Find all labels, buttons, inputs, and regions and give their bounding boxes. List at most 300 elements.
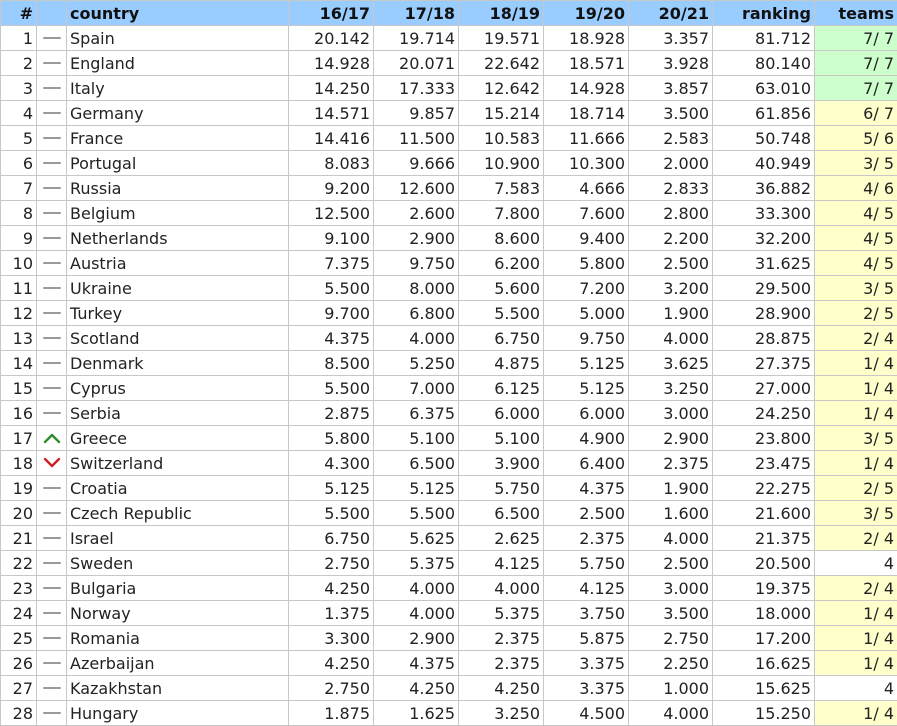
rank-cell: 24 [1, 601, 37, 626]
season-17-18-cell: 4.000 [374, 601, 459, 626]
country-cell: Belgium [67, 201, 289, 226]
teams-cell: 4 [815, 551, 897, 576]
country-cell: Italy [67, 76, 289, 101]
table-row[interactable] [1, 526, 897, 551]
season-16-17-cell: 5.125 [289, 476, 374, 501]
season-19-20-cell: 4.500 [544, 701, 629, 726]
table-row[interactable] [1, 276, 897, 301]
ranking-cell: 20.500 [713, 551, 815, 576]
season-20-21-cell: 3.625 [629, 351, 713, 376]
trend-cell [37, 601, 67, 626]
trend-cell [37, 101, 67, 126]
trend-unchanged-icon [37, 232, 66, 244]
season-19-20-cell: 6.400 [544, 451, 629, 476]
season-18-19-cell: 15.214 [459, 101, 544, 126]
ranking-cell: 81.712 [713, 26, 815, 51]
season-19-20-cell: 11.666 [544, 126, 629, 151]
table-row[interactable] [1, 201, 897, 226]
ranking-cell: 50.748 [713, 126, 815, 151]
ranking-cell: 19.375 [713, 576, 815, 601]
season-17-18-cell: 20.071 [374, 51, 459, 76]
country-cell: Israel [67, 526, 289, 551]
season-17-18-cell: 7.000 [374, 376, 459, 401]
season-17-18-cell: 2.900 [374, 226, 459, 251]
season-17-18-cell: 8.000 [374, 276, 459, 301]
season-20-21-cell: 4.000 [629, 701, 713, 726]
season-17-18-cell: 2.600 [374, 201, 459, 226]
season-16-17-cell: 9.200 [289, 176, 374, 201]
ranking-cell: 40.949 [713, 151, 815, 176]
table-row[interactable] [1, 176, 897, 201]
trend-unchanged-icon [37, 682, 66, 694]
trend-unchanged-icon [37, 32, 66, 44]
table-row[interactable] [1, 426, 897, 451]
rank-cell: 8 [1, 201, 37, 226]
teams-cell: 3/ 5 [815, 501, 897, 526]
season-18-19-cell: 4.000 [459, 576, 544, 601]
trend-cell [37, 326, 67, 351]
ranking-cell: 21.600 [713, 501, 815, 526]
season-20-21-cell: 2.750 [629, 626, 713, 651]
rank-cell: 9 [1, 226, 37, 251]
season-18-19-cell: 3.250 [459, 701, 544, 726]
season-20-21-cell: 4.000 [629, 326, 713, 351]
trend-cell [37, 576, 67, 601]
table-row[interactable] [1, 376, 897, 401]
season-19-20-cell: 3.375 [544, 651, 629, 676]
teams-cell: 7/ 7 [815, 51, 897, 76]
teams-cell: 1/ 4 [815, 351, 897, 376]
table-row[interactable] [1, 101, 897, 126]
teams-cell: 7/ 7 [815, 26, 897, 51]
season-20-21-cell: 3.250 [629, 376, 713, 401]
season-18-19-cell: 7.583 [459, 176, 544, 201]
country-cell: Ukraine [67, 276, 289, 301]
season-17-18-cell: 9.750 [374, 251, 459, 276]
country-cell: England [67, 51, 289, 76]
season-17-18-cell: 4.250 [374, 676, 459, 701]
country-cell: Denmark [67, 351, 289, 376]
header-season-20-21[interactable]: 20/21 [629, 1, 713, 26]
table-row[interactable] [1, 226, 897, 251]
trend-unchanged-icon [37, 657, 66, 669]
teams-cell: 3/ 5 [815, 151, 897, 176]
table-row[interactable] [1, 326, 897, 351]
season-19-20-cell: 10.300 [544, 151, 629, 176]
trend-down-icon [37, 457, 66, 469]
teams-cell: 1/ 4 [815, 601, 897, 626]
header-ranking[interactable]: ranking [713, 1, 815, 26]
country-cell: Switzerland [67, 451, 289, 476]
season-16-17-cell: 14.571 [289, 101, 374, 126]
rank-cell: 15 [1, 376, 37, 401]
season-20-21-cell: 1.000 [629, 676, 713, 701]
trend-unchanged-icon [37, 332, 66, 344]
country-cell: Hungary [67, 701, 289, 726]
rank-cell: 26 [1, 651, 37, 676]
header-season-17-18[interactable]: 17/18 [374, 1, 459, 26]
season-19-20-cell: 18.928 [544, 26, 629, 51]
season-19-20-cell: 6.000 [544, 401, 629, 426]
rank-cell: 2 [1, 51, 37, 76]
season-17-18-cell: 4.000 [374, 576, 459, 601]
trend-cell [37, 626, 67, 651]
season-16-17-cell: 5.500 [289, 376, 374, 401]
season-19-20-cell: 14.928 [544, 76, 629, 101]
table-row[interactable] [1, 601, 897, 626]
country-cell: Romania [67, 626, 289, 651]
season-18-19-cell: 19.571 [459, 26, 544, 51]
rank-cell: 25 [1, 626, 37, 651]
rank-cell: 1 [1, 26, 37, 51]
country-cell: Norway [67, 601, 289, 626]
season-18-19-cell: 6.500 [459, 501, 544, 526]
season-17-18-cell: 2.900 [374, 626, 459, 651]
season-17-18-cell: 5.250 [374, 351, 459, 376]
trend-unchanged-icon [37, 382, 66, 394]
trend-unchanged-icon [37, 307, 66, 319]
teams-cell: 7/ 7 [815, 76, 897, 101]
season-20-21-cell: 2.000 [629, 151, 713, 176]
season-20-21-cell: 2.900 [629, 426, 713, 451]
trend-unchanged-icon [37, 582, 66, 594]
table-row[interactable] [1, 626, 897, 651]
trend-cell [37, 676, 67, 701]
season-19-20-cell: 5.125 [544, 376, 629, 401]
trend-unchanged-icon [37, 507, 66, 519]
season-16-17-cell: 6.750 [289, 526, 374, 551]
season-19-20-cell: 5.875 [544, 626, 629, 651]
trend-cell [37, 376, 67, 401]
season-20-21-cell: 1.900 [629, 476, 713, 501]
table-row[interactable] [1, 26, 897, 51]
season-19-20-cell: 4.900 [544, 426, 629, 451]
teams-cell: 6/ 7 [815, 101, 897, 126]
season-19-20-cell: 7.200 [544, 276, 629, 301]
ranking-cell: 36.882 [713, 176, 815, 201]
season-18-19-cell: 5.100 [459, 426, 544, 451]
season-19-20-cell: 18.571 [544, 51, 629, 76]
trend-cell [37, 51, 67, 76]
ranking-cell: 15.250 [713, 701, 815, 726]
country-cell: Kazakhstan [67, 676, 289, 701]
ranking-cell: 28.900 [713, 301, 815, 326]
table-row[interactable] [1, 451, 897, 476]
trend-cell [37, 351, 67, 376]
season-18-19-cell: 5.600 [459, 276, 544, 301]
table-row[interactable] [1, 576, 897, 601]
season-16-17-cell: 4.250 [289, 651, 374, 676]
table-row[interactable] [1, 676, 897, 701]
rank-cell: 4 [1, 101, 37, 126]
header-teams[interactable]: teams [815, 1, 897, 26]
rank-cell: 18 [1, 451, 37, 476]
table-row[interactable] [1, 301, 897, 326]
teams-cell: 2/ 5 [815, 301, 897, 326]
ranking-cell: 29.500 [713, 276, 815, 301]
trend-cell [37, 276, 67, 301]
season-17-18-cell: 6.500 [374, 451, 459, 476]
season-18-19-cell: 7.800 [459, 201, 544, 226]
rank-cell: 11 [1, 276, 37, 301]
trend-unchanged-icon [37, 282, 66, 294]
ranking-cell: 27.375 [713, 351, 815, 376]
trend-cell [37, 76, 67, 101]
season-16-17-cell: 8.083 [289, 151, 374, 176]
table-row[interactable] [1, 551, 897, 576]
season-20-21-cell: 2.500 [629, 251, 713, 276]
season-18-19-cell: 6.125 [459, 376, 544, 401]
season-17-18-cell: 17.333 [374, 76, 459, 101]
season-16-17-cell: 4.375 [289, 326, 374, 351]
season-16-17-cell: 9.700 [289, 301, 374, 326]
season-16-17-cell: 5.500 [289, 501, 374, 526]
header-season-16-17[interactable]: 16/17 [289, 1, 374, 26]
teams-cell: 1/ 4 [815, 451, 897, 476]
table-body [1, 26, 897, 726]
teams-cell: 1/ 4 [815, 701, 897, 726]
table-row[interactable] [1, 76, 897, 101]
country-cell: France [67, 126, 289, 151]
season-20-21-cell: 3.000 [629, 401, 713, 426]
season-16-17-cell: 5.500 [289, 276, 374, 301]
country-cell: Sweden [67, 551, 289, 576]
country-cell: Bulgaria [67, 576, 289, 601]
season-19-20-cell: 3.375 [544, 676, 629, 701]
ranking-cell: 22.275 [713, 476, 815, 501]
season-18-19-cell: 6.750 [459, 326, 544, 351]
trend-cell [37, 476, 67, 501]
rank-cell: 21 [1, 526, 37, 551]
season-16-17-cell: 9.100 [289, 226, 374, 251]
trend-cell [37, 301, 67, 326]
season-17-18-cell: 19.714 [374, 26, 459, 51]
trend-cell [37, 451, 67, 476]
season-16-17-cell: 4.250 [289, 576, 374, 601]
rank-cell: 20 [1, 501, 37, 526]
trend-cell [37, 176, 67, 201]
teams-cell: 4/ 5 [815, 226, 897, 251]
season-16-17-cell: 3.300 [289, 626, 374, 651]
season-20-21-cell: 2.800 [629, 201, 713, 226]
season-17-18-cell: 11.500 [374, 126, 459, 151]
rank-cell: 16 [1, 401, 37, 426]
season-17-18-cell: 5.625 [374, 526, 459, 551]
table-row[interactable] [1, 401, 897, 426]
season-19-20-cell: 4.125 [544, 576, 629, 601]
rank-cell: 13 [1, 326, 37, 351]
season-20-21-cell: 2.833 [629, 176, 713, 201]
country-cell: Greece [67, 426, 289, 451]
ranking-cell: 63.010 [713, 76, 815, 101]
season-20-21-cell: 2.500 [629, 551, 713, 576]
trend-unchanged-icon [37, 82, 66, 94]
season-20-21-cell: 2.250 [629, 651, 713, 676]
season-18-19-cell: 3.900 [459, 451, 544, 476]
season-18-19-cell: 2.375 [459, 651, 544, 676]
season-18-19-cell: 4.250 [459, 676, 544, 701]
season-18-19-cell: 22.642 [459, 51, 544, 76]
season-19-20-cell: 2.500 [544, 501, 629, 526]
ranking-cell: 31.625 [713, 251, 815, 276]
ranking-cell: 23.800 [713, 426, 815, 451]
table-row[interactable] [1, 126, 897, 151]
country-cell: Azerbaijan [67, 651, 289, 676]
header-season-19-20[interactable]: 19/20 [544, 1, 629, 26]
season-16-17-cell: 1.375 [289, 601, 374, 626]
season-17-18-cell: 9.857 [374, 101, 459, 126]
season-20-21-cell: 3.857 [629, 76, 713, 101]
teams-cell: 2/ 5 [815, 476, 897, 501]
header-season-18-19[interactable]: 18/19 [459, 1, 544, 26]
trend-unchanged-icon [37, 532, 66, 544]
season-16-17-cell: 5.800 [289, 426, 374, 451]
season-19-20-cell: 4.666 [544, 176, 629, 201]
country-cell: Austria [67, 251, 289, 276]
trend-cell [37, 401, 67, 426]
season-16-17-cell: 7.375 [289, 251, 374, 276]
teams-cell: 3/ 5 [815, 426, 897, 451]
country-cell: Croatia [67, 476, 289, 501]
trend-unchanged-icon [37, 132, 66, 144]
season-17-18-cell: 9.666 [374, 151, 459, 176]
table-row[interactable] [1, 476, 897, 501]
season-18-19-cell: 5.375 [459, 601, 544, 626]
country-cell: Turkey [67, 301, 289, 326]
season-18-19-cell: 6.000 [459, 401, 544, 426]
rank-cell: 23 [1, 576, 37, 601]
ranking-cell: 61.856 [713, 101, 815, 126]
rank-cell: 22 [1, 551, 37, 576]
table-row[interactable] [1, 51, 897, 76]
ranking-cell: 15.625 [713, 676, 815, 701]
header-row [1, 1, 897, 26]
season-19-20-cell: 3.750 [544, 601, 629, 626]
trend-cell [37, 126, 67, 151]
season-18-19-cell: 5.500 [459, 301, 544, 326]
teams-cell: 4/ 6 [815, 176, 897, 201]
teams-cell: 1/ 4 [815, 651, 897, 676]
season-19-20-cell: 9.750 [544, 326, 629, 351]
teams-cell: 5/ 6 [815, 126, 897, 151]
header-country[interactable]: country [67, 1, 289, 26]
rank-cell: 14 [1, 351, 37, 376]
season-18-19-cell: 2.375 [459, 626, 544, 651]
header-rank[interactable]: # [1, 1, 37, 26]
ranking-cell: 16.625 [713, 651, 815, 676]
season-19-20-cell: 2.375 [544, 526, 629, 551]
rank-cell: 28 [1, 701, 37, 726]
season-16-17-cell: 4.300 [289, 451, 374, 476]
rank-cell: 19 [1, 476, 37, 501]
season-17-18-cell: 12.600 [374, 176, 459, 201]
trend-cell [37, 151, 67, 176]
season-20-21-cell: 3.200 [629, 276, 713, 301]
season-16-17-cell: 1.875 [289, 701, 374, 726]
season-20-21-cell: 1.600 [629, 501, 713, 526]
season-18-19-cell: 4.125 [459, 551, 544, 576]
trend-unchanged-icon [37, 257, 66, 269]
ranking-cell: 27.000 [713, 376, 815, 401]
table-row[interactable] [1, 501, 897, 526]
teams-cell: 3/ 5 [815, 276, 897, 301]
trend-up-icon [37, 432, 66, 444]
season-19-20-cell: 4.375 [544, 476, 629, 501]
season-18-19-cell: 6.200 [459, 251, 544, 276]
season-19-20-cell: 5.000 [544, 301, 629, 326]
season-17-18-cell: 5.100 [374, 426, 459, 451]
table-row[interactable] [1, 151, 897, 176]
season-17-18-cell: 4.375 [374, 651, 459, 676]
ranking-cell: 23.475 [713, 451, 815, 476]
rank-cell: 5 [1, 126, 37, 151]
country-cell: Russia [67, 176, 289, 201]
trend-unchanged-icon [37, 57, 66, 69]
season-20-21-cell: 3.928 [629, 51, 713, 76]
season-20-21-cell: 1.900 [629, 301, 713, 326]
trend-unchanged-icon [37, 207, 66, 219]
season-17-18-cell: 1.625 [374, 701, 459, 726]
table-row[interactable] [1, 251, 897, 276]
trend-cell [37, 201, 67, 226]
table-row[interactable] [1, 351, 897, 376]
season-19-20-cell: 7.600 [544, 201, 629, 226]
teams-cell: 4/ 5 [815, 251, 897, 276]
country-cell: Czech Republic [67, 501, 289, 526]
season-17-18-cell: 6.375 [374, 401, 459, 426]
trend-cell [37, 651, 67, 676]
table-row[interactable] [1, 651, 897, 676]
season-17-18-cell: 4.000 [374, 326, 459, 351]
teams-cell: 1/ 4 [815, 626, 897, 651]
season-16-17-cell: 20.142 [289, 26, 374, 51]
trend-unchanged-icon [37, 357, 66, 369]
trend-unchanged-icon [37, 482, 66, 494]
season-18-19-cell: 8.600 [459, 226, 544, 251]
trend-unchanged-icon [37, 707, 66, 719]
country-cell: Serbia [67, 401, 289, 426]
country-cell: Netherlands [67, 226, 289, 251]
season-16-17-cell: 14.928 [289, 51, 374, 76]
trend-cell [37, 551, 67, 576]
ranking-cell: 21.375 [713, 526, 815, 551]
season-19-20-cell: 18.714 [544, 101, 629, 126]
country-cell: Germany [67, 101, 289, 126]
season-16-17-cell: 14.250 [289, 76, 374, 101]
season-17-18-cell: 5.375 [374, 551, 459, 576]
ranking-cell: 17.200 [713, 626, 815, 651]
teams-cell: 1/ 4 [815, 376, 897, 401]
season-16-17-cell: 2.750 [289, 551, 374, 576]
season-19-20-cell: 5.800 [544, 251, 629, 276]
rank-cell: 6 [1, 151, 37, 176]
season-18-19-cell: 12.642 [459, 76, 544, 101]
season-18-19-cell: 10.900 [459, 151, 544, 176]
teams-cell: 4 [815, 676, 897, 701]
trend-cell [37, 426, 67, 451]
teams-cell: 2/ 4 [815, 326, 897, 351]
season-20-21-cell: 2.583 [629, 126, 713, 151]
rank-cell: 27 [1, 676, 37, 701]
season-18-19-cell: 2.625 [459, 526, 544, 551]
trend-unchanged-icon [37, 182, 66, 194]
season-18-19-cell: 10.583 [459, 126, 544, 151]
country-cell: Cyprus [67, 376, 289, 401]
trend-unchanged-icon [37, 107, 66, 119]
teams-cell: 4/ 5 [815, 201, 897, 226]
ranking-cell: 33.300 [713, 201, 815, 226]
ranking-cell: 32.200 [713, 226, 815, 251]
